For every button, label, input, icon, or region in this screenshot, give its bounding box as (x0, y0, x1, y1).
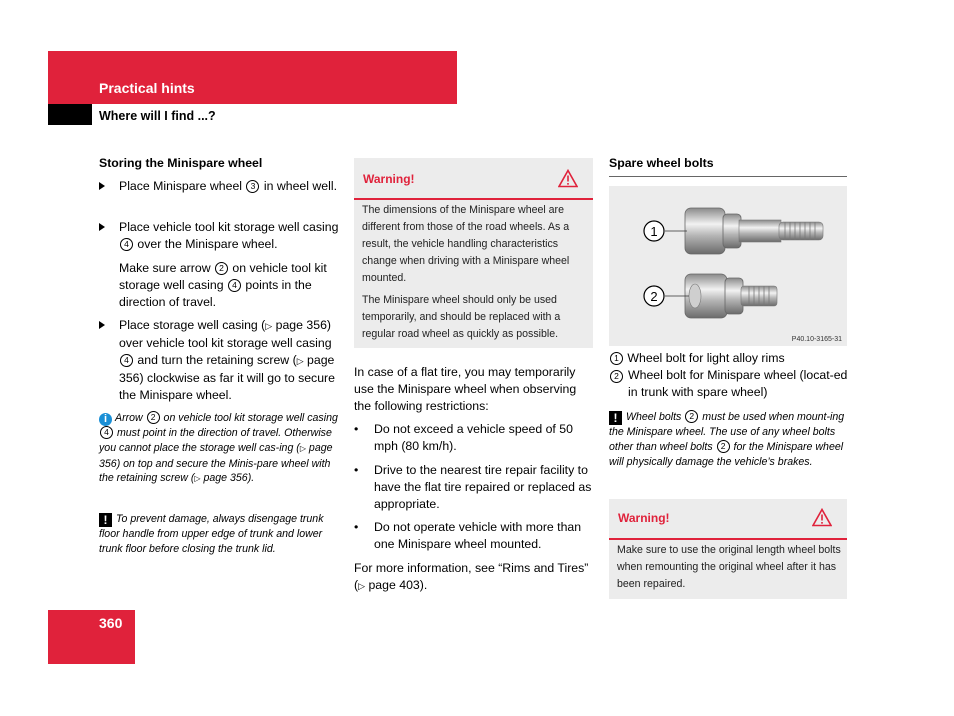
callout-number: 4 (100, 426, 113, 439)
callout-number: 2 (215, 262, 228, 275)
subsection-title: Where will I find ...? (99, 109, 216, 123)
warning-box (354, 158, 593, 348)
more-info-text: For more information, see “Rims and Tires” (▷ page 403). (354, 561, 589, 592)
warning-body (617, 542, 841, 598)
step-arrow-icon (99, 223, 105, 231)
callout-label: 1 (650, 224, 658, 239)
minispare-heading: Storing the Minispare wheel (99, 156, 263, 170)
callout-number: 3 (246, 180, 259, 193)
caution-note: ! Wheel bolts 2 must be used when mount-ing the Minispare wheel. The use of any wheel bolts other than wheel bolts 2 for the Minispare wheel will physically damage the vehicle’s brakes. (609, 411, 845, 468)
exclamation-icon: ! (99, 513, 112, 527)
warning-triangle-icon (812, 508, 832, 527)
callout-number: 2 (147, 411, 160, 424)
warning-header (609, 499, 847, 540)
warning-body (362, 202, 587, 348)
list-item: • Drive to the nearest tire repair facility to have the flat tire repaired or replaced as appropriate. (354, 463, 592, 511)
page-reference-link[interactable]: page 403 (368, 578, 420, 592)
page-number: 360 (99, 615, 123, 631)
spare-bolts-heading: Spare wheel bolts (609, 156, 714, 170)
bolt-light-alloy (665, 208, 823, 254)
callout-number: 2 (717, 440, 730, 453)
warning-triangle-icon (558, 169, 578, 188)
callout-number: 4 (228, 279, 241, 292)
step-item: Place storage well casing (▷ page 356) over vehicle tool kit storage well casing 4 and turn the retaining screw (▷ page 356) clockwise as far it will go to secure the Minispare wheel. (99, 317, 339, 402)
step-arrow-icon (99, 321, 105, 329)
exclamation-icon: ! (609, 411, 622, 425)
warning-label: Warning! (618, 511, 670, 525)
callout-label: 2 (650, 289, 658, 304)
header-banner (48, 51, 457, 104)
heading-rule (609, 176, 847, 177)
warning-paragraph: The Minispare wheel should only be used temporarily, and should be replaced with a regular road wheel as quickly as possible. (362, 294, 561, 340)
restrictions-intro: In case of a flat tire, you may temporarily use the Minispare wheel when observing the following restrictions: (354, 365, 577, 413)
damage-note: ! To prevent damage, always disengage trunk floor handle from upper edge of trunk and lower trunk floor before closing the trunk lid. (99, 513, 324, 555)
callout-number: 4 (120, 354, 133, 367)
warning-box (609, 499, 847, 599)
warning-paragraph: The dimensions of the Minispare wheel are different from those of the road wheels. As a result, the vehicle handling characteristics change when driving with a Minispare wheel mounted. (362, 204, 570, 284)
page-reference-link[interactable]: page 356 (119, 353, 335, 385)
list-item: • Do not exceed a vehicle speed of 50 mph (80 km/h). (354, 422, 573, 453)
step-item: Make sure arrow 2 on vehicle tool kit storage well casing 4 points in the direction of travel. (119, 261, 327, 309)
info-icon: i (99, 413, 112, 426)
warning-label: Warning! (363, 172, 415, 186)
warning-header (354, 158, 593, 200)
page-reference-link[interactable]: page 356 (203, 472, 248, 485)
image-code: P40.10-3165-31 (791, 336, 842, 343)
step-item: Place vehicle tool kit storage well casing 4 over the Minispare wheel. (99, 219, 339, 253)
legend-item: 2 Wheel bolt for Minispare wheel (locat-ed in trunk with spare wheel) (609, 367, 849, 401)
list-item: • Do not operate vehicle with more than one Minispare wheel mounted. (354, 520, 582, 551)
legend-item: 1 Wheel bolt for light alloy rims (609, 350, 849, 367)
bolt-minispare (665, 274, 777, 318)
header-tab-marker (48, 104, 92, 125)
callout-number: 1 (610, 352, 623, 365)
callout-number: 2 (685, 410, 698, 423)
section-title: Practical hints (99, 80, 195, 96)
page-reference-link[interactable]: page 356 (99, 441, 333, 470)
warning-paragraph: Make sure to use the original length wheel bolts when remounting the original wheel after it has been repaired. (617, 544, 841, 590)
wheel-bolts-illustration (609, 186, 847, 346)
step-item: Place Minispare wheel 3 in wheel well. (99, 178, 339, 212)
step-arrow-icon (99, 182, 105, 190)
info-note: i Arrow 2 on vehicle tool kit storage well casing 4 must point in the direction of travel. Otherwise you cannot place the storage well cas-ing (▷ page 356) on top and secure the Minis-pare wheel with the retaining screw (▷ page 356). (99, 412, 338, 485)
callout-number: 4 (120, 238, 133, 251)
bolts-drawing (609, 186, 847, 346)
page-reference-link[interactable]: page 356 (275, 318, 327, 332)
callout-number: 2 (610, 370, 623, 383)
